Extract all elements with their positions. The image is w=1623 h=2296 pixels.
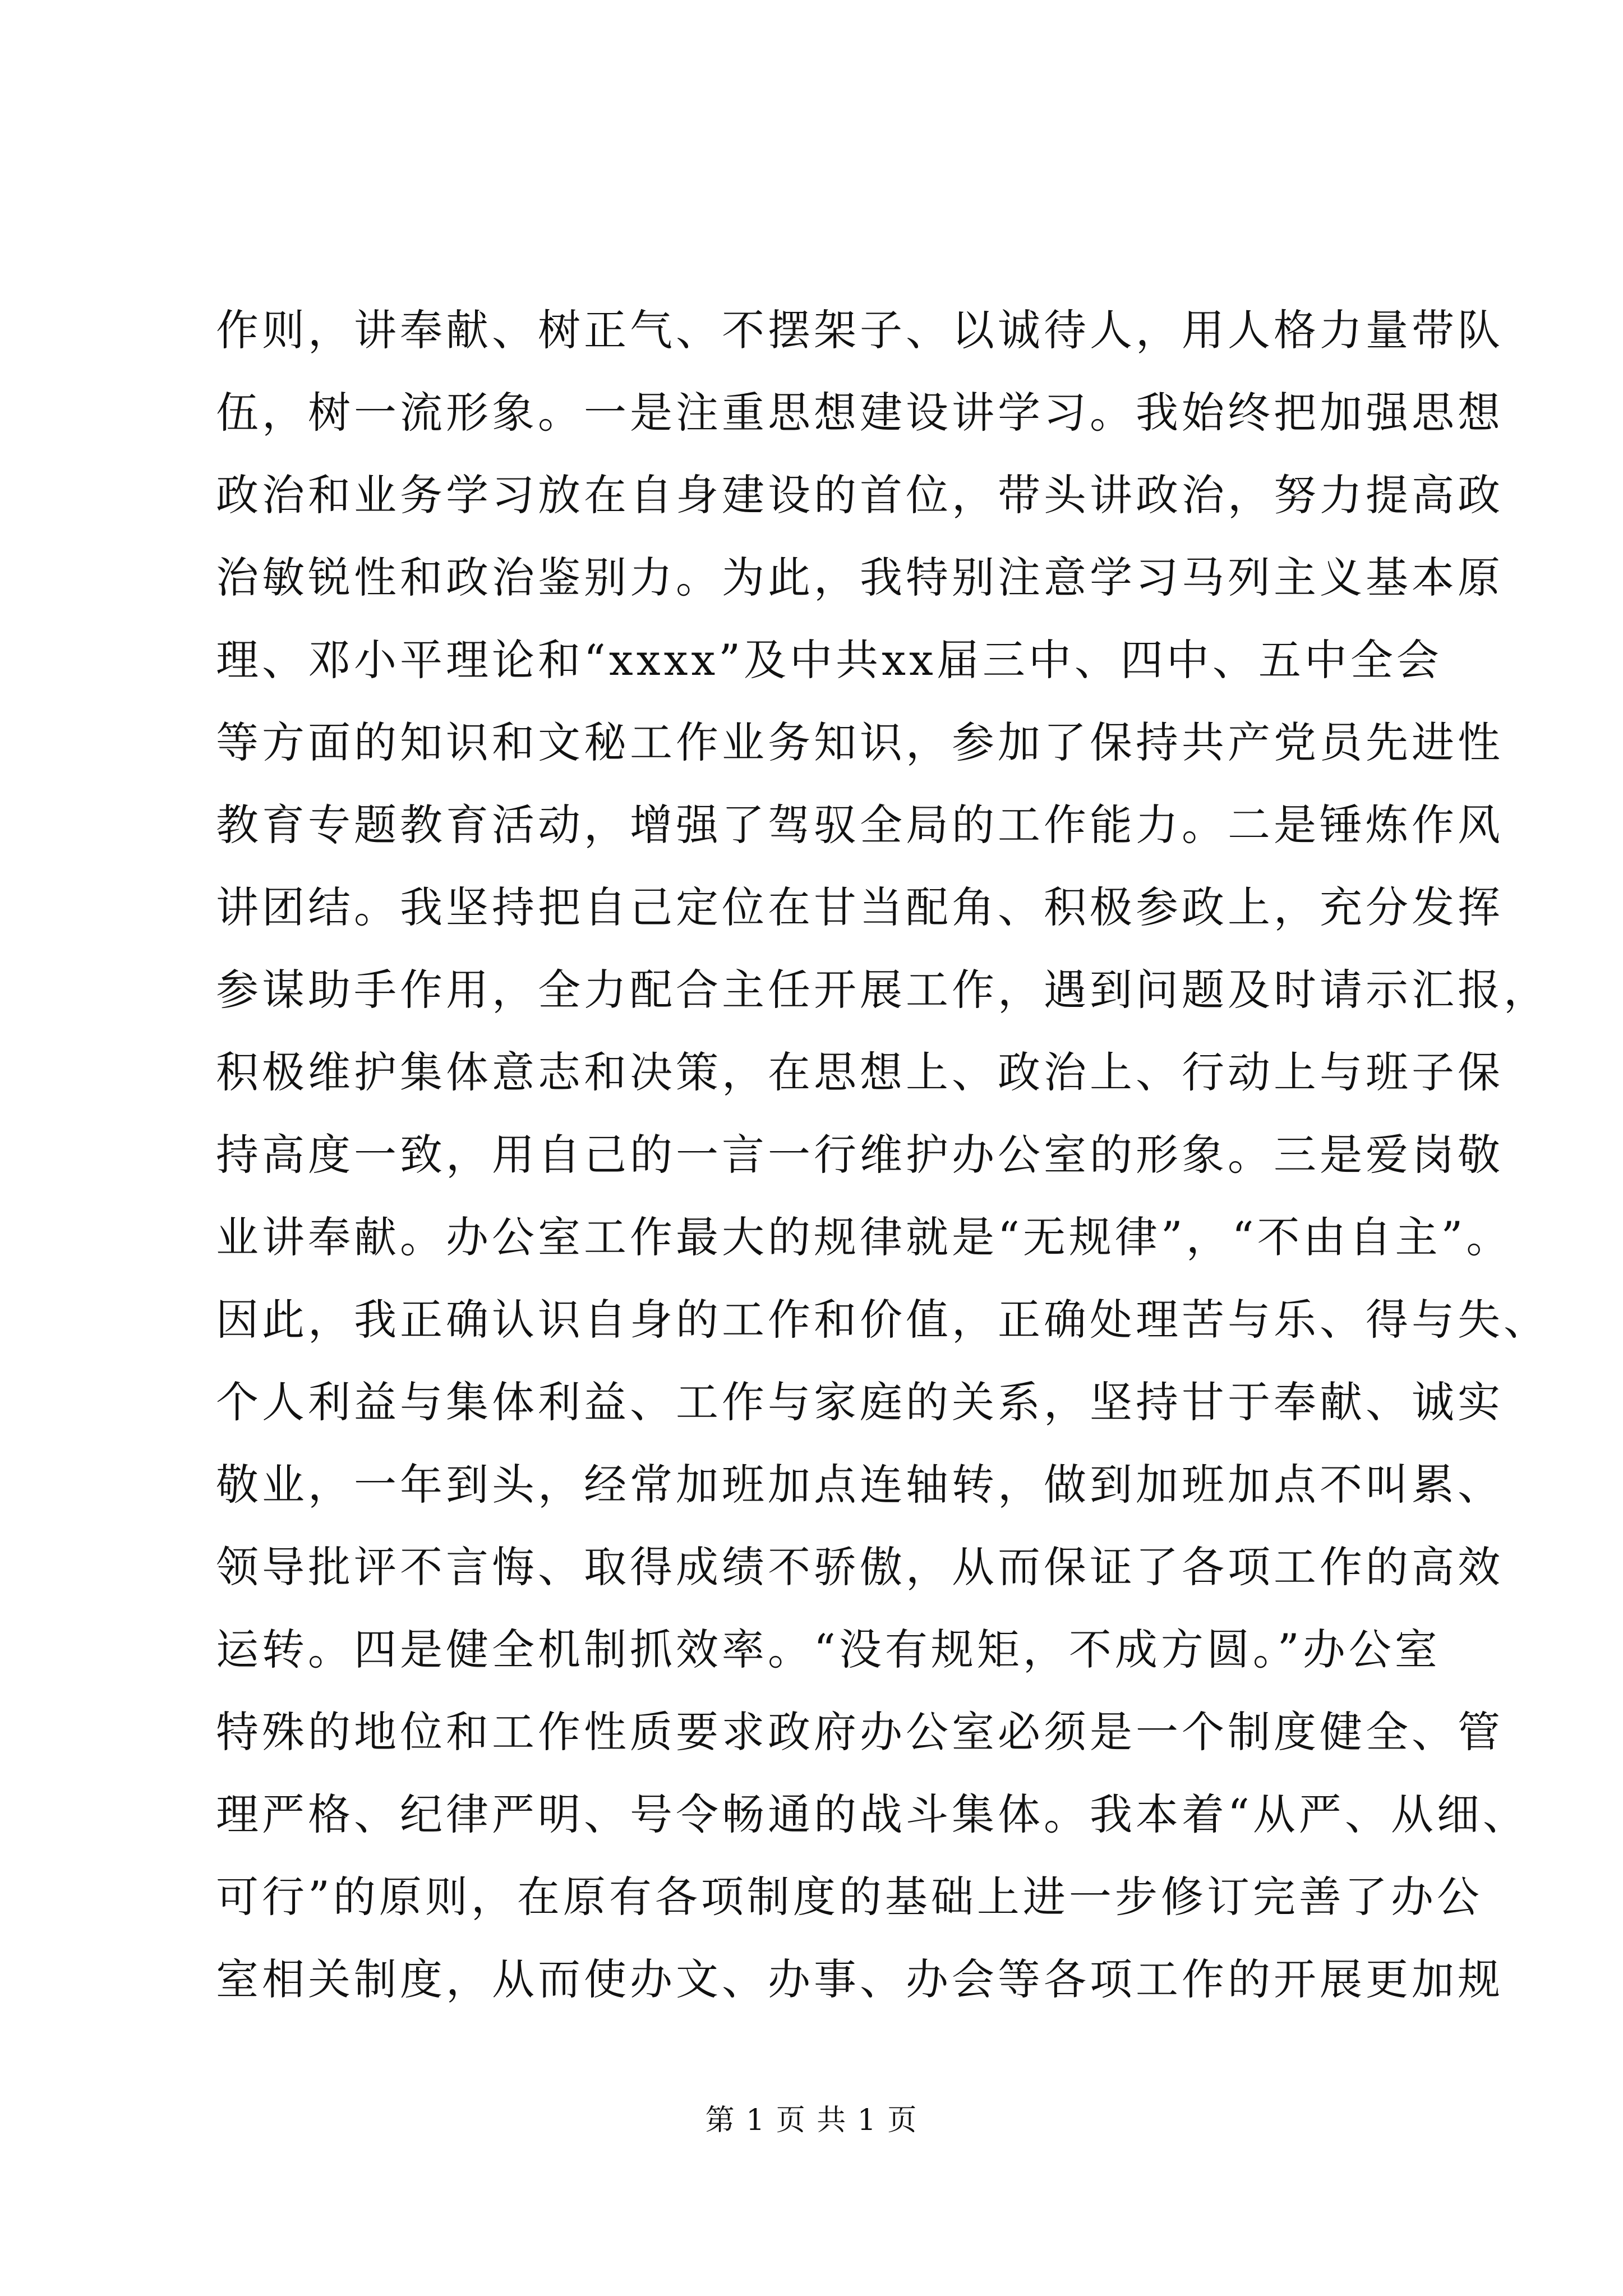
body-text-line: 持高度一致，用自己的一言一行维护办公室的形象。三是爱岗敬 (216, 1130, 1504, 1180)
body-text-line: 政治和业务学习放在自身建设的首位，带头讲政治，努力提高政 (216, 470, 1504, 520)
body-text-line: 伍，树一流形象。一是注重思想建设讲学习。我始终把加强思想 (216, 388, 1504, 438)
body-text-line: 治敏锐性和政治鉴别力。为此，我特别注意学习马列主义基本原 (216, 553, 1504, 602)
page-footer (0, 2098, 1623, 2143)
body-text-line: 业讲奉献。办公室工作最大的规律就是“无规律”，“不由自主”。 (216, 1212, 1513, 1262)
body-text-line: 作则，讲奉献、树正气、不摆架子、以诚待人，用人格力量带队 (216, 305, 1504, 355)
body-text-line: 因此，我正确认识自身的工作和价值，正确处理苦与乐、得与失、 (216, 1295, 1550, 1345)
body-text-line: 特殊的地位和工作性质要求政府办公室必须是一个制度健全、管 (216, 1707, 1504, 1757)
page-number-label: 第 1 页 共 1 页 (705, 2104, 918, 2137)
body-text-line: 讲团结。我坚持把自己定位在甘当配角、积极参政上，充分发挥 (216, 882, 1504, 932)
body-text-line: 个人利益与集体利益、工作与家庭的关系，坚持甘于奉献、诚实 (216, 1377, 1504, 1427)
body-text-line: 参谋助手作用，全力配合主任开展工作，遇到问题及时请示汇报， (216, 965, 1550, 1015)
body-text-line: 理、邓小平理论和“xxxx”及中共xx届三中、四中、五中全会 (216, 635, 1442, 685)
body-text-line: 领导批评不言悔、取得成绩不骄傲，从而保证了各项工作的高效 (216, 1542, 1504, 1592)
document-body (216, 289, 1550, 2021)
body-text-line: 积极维护集体意志和决策，在思想上、政治上、行动上与班子保 (216, 1047, 1504, 1097)
body-text-line: 理严格、纪律严明、号令畅通的战斗集体。我本着“从严、从细、 (216, 1789, 1529, 1839)
body-text-line: 敬业，一年到头，经常加班加点连轴转，做到加班加点不叫累、 (216, 1460, 1504, 1510)
body-text-line: 可行”的原则，在原有各项制度的基础上进一步修订完善了办公 (216, 1872, 1483, 1922)
body-text-line: 等方面的知识和文秘工作业务知识，参加了保持共产党员先进性 (216, 717, 1504, 767)
body-text-line: 教育专题教育活动，增强了驾驭全局的工作能力。二是锤炼作风 (216, 800, 1504, 850)
body-text-line: 运转。四是健全机制抓效率。“没有规矩，不成方圆。”办公室 (216, 1625, 1441, 1674)
body-text-line: 室相关制度，从而使办文、办事、办会等各项工作的开展更加规 (216, 1954, 1504, 2004)
